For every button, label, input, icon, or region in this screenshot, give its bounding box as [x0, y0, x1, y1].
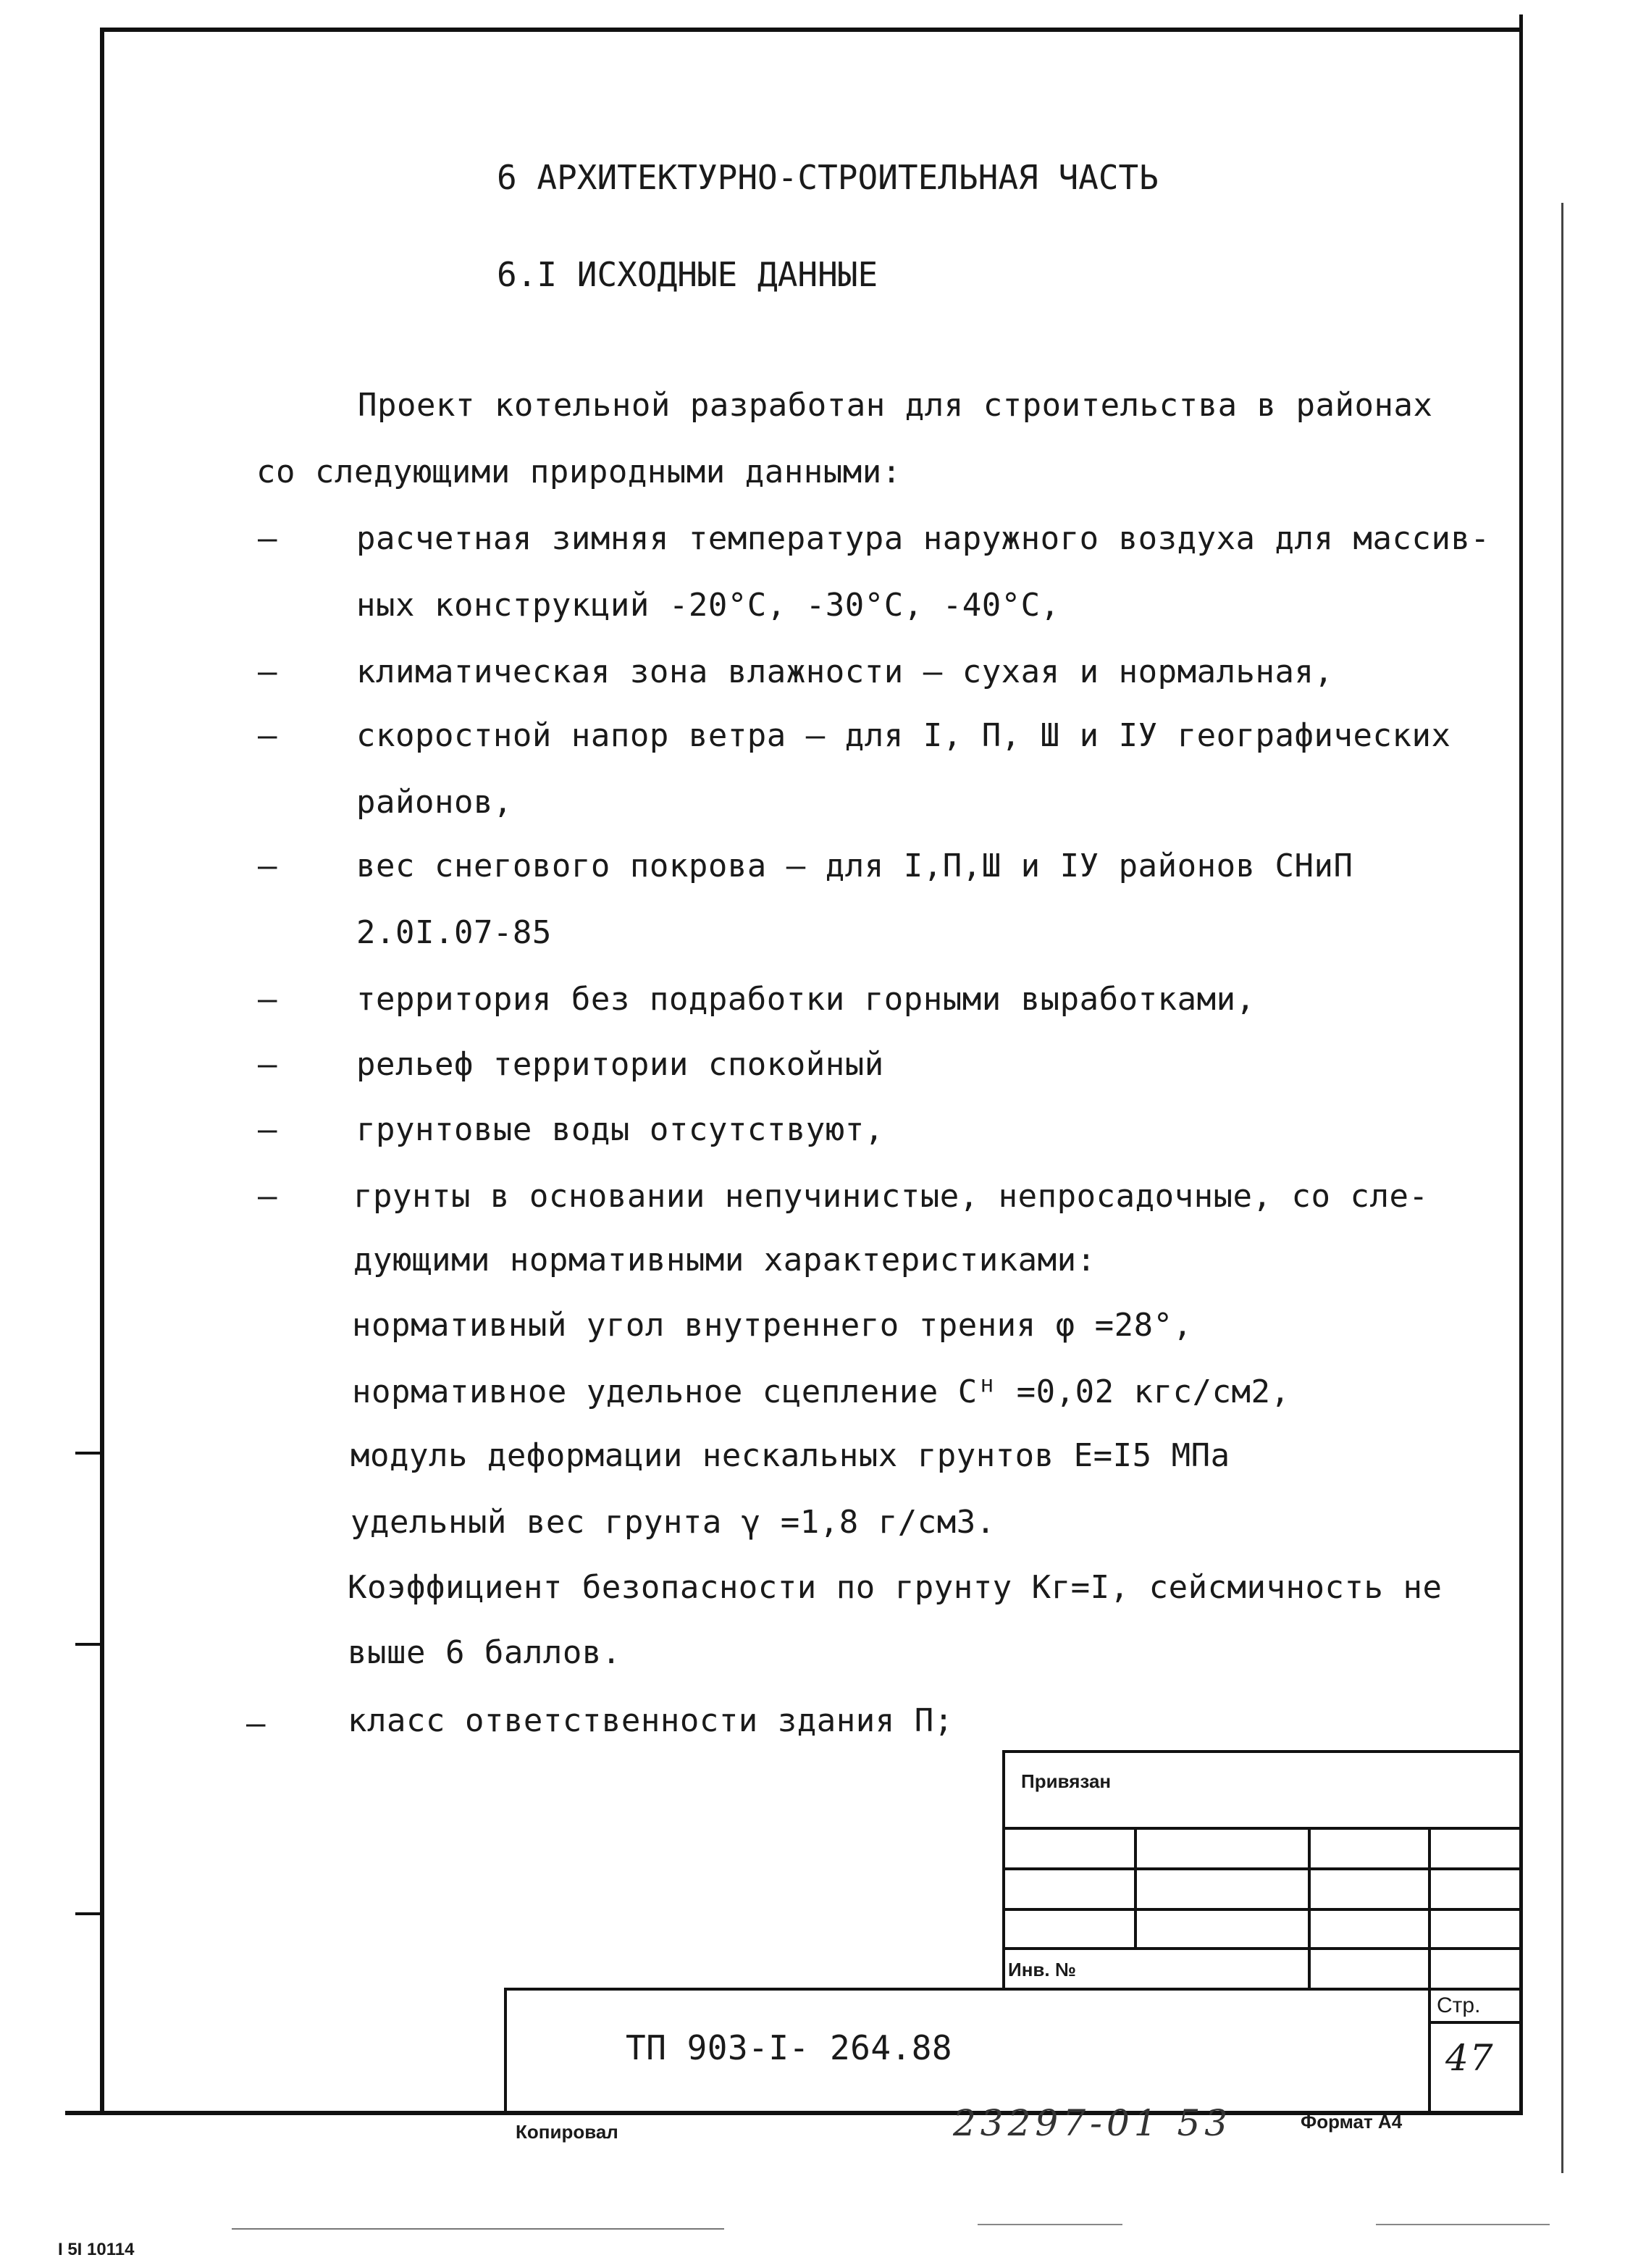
frame-top-line — [100, 28, 1522, 32]
stamp-tied-label: Привязан — [1021, 1770, 1112, 1792]
stamp-border — [504, 1988, 507, 2112]
bullet-dash: – — [258, 1111, 277, 1148]
list-item-text: 2.0I.07-85 — [356, 914, 552, 951]
page-label: Стр. — [1437, 1993, 1481, 2017]
list-item-text: скоростной напор ветра – для I, П, Ш и IУ географических — [356, 717, 1451, 754]
bullet-dash: – — [258, 653, 277, 690]
format-label: Формат А4 — [1301, 2111, 1403, 2133]
margin-tick — [75, 1912, 101, 1915]
list-item-text: ных конструкций -20°С, -30°С, -40°С, — [356, 587, 1060, 624]
copied-label: Копировал — [516, 2121, 618, 2143]
list-item-text: класс ответственности здания П; — [348, 1702, 954, 1739]
list-item-text: рельеф территории спокойный — [356, 1046, 884, 1083]
margin-tick — [75, 1643, 101, 1646]
list-item-text: климатическая зона влажности – сухая и нормальная, — [356, 653, 1334, 690]
frame-right-line — [1519, 14, 1523, 2115]
stamp-grid-line — [1134, 1827, 1137, 1949]
stamp-grid-line — [1002, 1908, 1521, 1911]
outer-right-edge — [1561, 203, 1563, 2173]
stamp-grid-line — [1002, 1827, 1521, 1830]
list-item-text: удельный вес грунта γ =1,8 г/см3. — [350, 1504, 996, 1541]
list-item-text: грунты в основании непучинистые, непросадочные, со сле- — [353, 1178, 1429, 1215]
page-number: 47 — [1445, 2037, 1495, 2079]
list-item-text: выше 6 баллов. — [348, 1634, 621, 1671]
document-code: ТП 903-I- 264.88 — [626, 2028, 953, 2067]
bullet-dash: – — [258, 1178, 277, 1215]
stamp-inv-no-label: Инв. № — [1008, 1959, 1076, 1980]
list-item-text: вес снегового покрова – для I,П,Ш и IУ районов СНиП — [356, 848, 1353, 884]
list-item-text: Коэффициент безопасности по грунту Кг=I, сейсмичность не — [348, 1569, 1443, 1606]
bullet-dash: – — [258, 848, 277, 884]
intro-line: со следующими природными данными: — [256, 453, 902, 490]
stamp-grid-line — [1308, 1827, 1311, 1988]
subsection-heading: 6.I ИСХОДНЫЕ ДАННЫЕ — [497, 255, 878, 294]
inventory-number: 23297-01 53 — [953, 2102, 1233, 2144]
scan-line — [232, 2228, 724, 2230]
stamp-grid-line — [1428, 2021, 1521, 2024]
print-code: I 5I 10114 — [58, 2240, 135, 2259]
bullet-dash: – — [258, 520, 277, 557]
bullet-dash: – — [258, 717, 277, 754]
list-item-text: расчетная зимняя температура наружного воздуха для массив- — [356, 520, 1490, 557]
stamp-border — [504, 1988, 1521, 1991]
stamp-grid-line — [1428, 1827, 1431, 2112]
list-item-text: дующими нормативными характеристиками: — [353, 1242, 1096, 1279]
list-item-text: территория без подработки горными выработками, — [356, 981, 1256, 1018]
scan-line — [978, 2224, 1122, 2225]
list-item-text: нормативный угол внутреннего трения φ =28°, — [352, 1307, 1193, 1344]
frame-left-line — [100, 29, 104, 2115]
list-item-text: грунтовые воды отсутствуют, — [356, 1111, 884, 1148]
list-item-text: районов, — [356, 784, 513, 821]
list-item-text: нормативное удельное сцепление Сᴴ =0,02 кгс/см2, — [352, 1373, 1290, 1410]
bullet-dash: – — [258, 981, 277, 1018]
scan-line — [1376, 2224, 1550, 2225]
intro-line: Проект котельной разработан для строительства в районах — [358, 387, 1433, 424]
bullet-dash: – — [258, 1046, 277, 1083]
bullet-dash: – — [246, 1705, 266, 1742]
stamp-border — [1002, 1750, 1521, 1753]
list-item-text: модуль деформации нескальных грунтов Е=I5 МПа — [350, 1437, 1230, 1474]
stamp-grid-line — [1002, 1947, 1521, 1950]
section-heading: 6 АРХИТЕКТУРНО-СТРОИТЕЛЬНАЯ ЧАСТЬ — [497, 158, 1159, 197]
stamp-grid-line — [1002, 1867, 1521, 1870]
margin-tick — [75, 1452, 101, 1455]
